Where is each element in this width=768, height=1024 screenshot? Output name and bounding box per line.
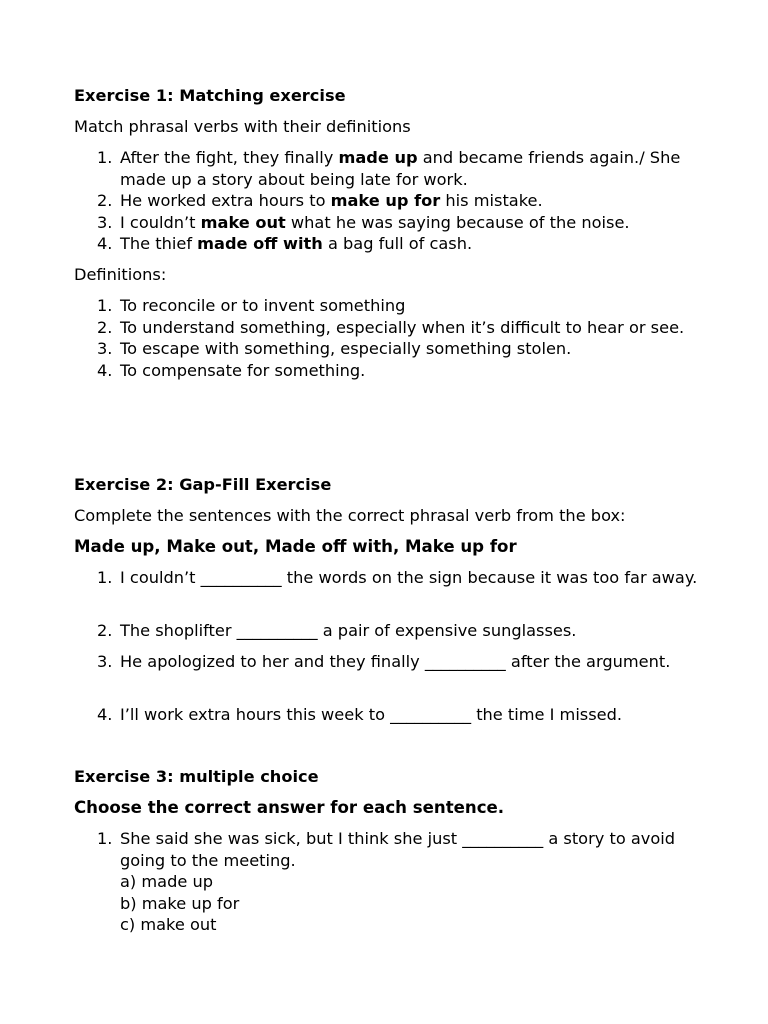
item-number: 2. (97, 317, 113, 337)
gap-fill-item-3 (74, 651, 708, 673)
list-item (74, 338, 708, 360)
sentence-text: The thief (120, 234, 198, 253)
list-item (74, 190, 708, 212)
list-item (74, 317, 708, 339)
gap-fill-sentence: I’ll work extra hours this week to __________ the time I missed. (120, 705, 623, 724)
gap-fill-item-2 (74, 620, 708, 642)
item-number: 4. (97, 234, 113, 253)
sentence-text: After the fight, they finally (120, 148, 339, 167)
sentence-text: I couldn’t (120, 212, 201, 232)
gap-fill-item-1 (74, 567, 708, 589)
answer-option-c: c) make out (120, 915, 217, 934)
sentence-text: what he was saying because of the noise. (285, 212, 630, 232)
gap-fill-sentence: He apologized to her and they finally __________ after the argument. (120, 652, 671, 671)
answer-option-b: b) make up for (120, 893, 240, 913)
item-number: 4. (97, 705, 113, 724)
list-item (74, 233, 708, 255)
phrasal-verb: made off with (197, 234, 323, 253)
item-number: 1. (97, 148, 113, 167)
question-text: She said she was sick, but I think she just __________ a story to avoid going to the meeting. (120, 829, 676, 870)
list-item (74, 360, 708, 382)
exercise-1-heading: Exercise 1: Matching exercise (74, 86, 346, 105)
phrasal-verb: make out (200, 212, 286, 232)
exercise-3-heading: Exercise 3: multiple choice (74, 767, 319, 786)
item-number: 1. (97, 829, 113, 848)
sentence-text: and became friends again./ She made up a story about being late for work. (120, 148, 681, 189)
sentence-text: He worked extra hours to (120, 191, 331, 210)
list-item (74, 704, 708, 726)
gap-fill-sentence: I couldn’t __________ the words on the sign because it was too far away. (120, 568, 698, 587)
definition-text: To understand something, especially when it’s difficult to hear or see. (120, 317, 685, 337)
item-number: 1. (97, 568, 113, 587)
gap-fill-sentence: The shoplifter __________ a pair of expensive sunglasses. (120, 621, 577, 640)
multiple-choice-question-1 (74, 828, 708, 936)
exercise-1-sentence-list (74, 147, 708, 255)
item-number: 3. (97, 339, 113, 358)
definition-text: To escape with something, especially something stolen. (120, 339, 572, 358)
list-item (74, 620, 708, 642)
definition-text: To compensate for something. (120, 360, 366, 380)
list-item (74, 295, 708, 317)
definitions-list (74, 295, 708, 381)
item-number: 2. (97, 191, 113, 210)
list-item (74, 212, 708, 234)
list-item (74, 147, 708, 190)
definition-text: To reconcile or to invent something (120, 296, 406, 315)
exercise-1-instruction: Match phrasal verbs with their definitions (74, 117, 411, 136)
gap-fill-item-4 (74, 704, 708, 726)
exercise-2-heading: Exercise 2: Gap-Fill Exercise (74, 475, 332, 494)
item-number: 3. (97, 212, 113, 232)
item-number: 4. (97, 360, 113, 380)
exercise-3-instruction: Choose the correct answer for each sentence. (74, 798, 505, 817)
item-number: 2. (97, 621, 113, 640)
list-item (74, 567, 708, 589)
item-number: 3. (97, 652, 113, 671)
word-box: Made up, Make out, Made off with, Make up for (74, 537, 517, 556)
phrasal-verb: made up (338, 148, 418, 167)
sentence-text: a bag full of cash. (322, 234, 473, 253)
list-item (74, 828, 708, 936)
exercise-2-instruction: Complete the sentences with the correct phrasal verb from the box: (74, 506, 626, 525)
answer-option-a: a) made up (120, 872, 213, 891)
phrasal-verb: make up for (330, 191, 441, 210)
definitions-label: Definitions: (74, 265, 167, 284)
item-number: 1. (97, 296, 113, 315)
sentence-text: his mistake. (440, 191, 543, 210)
list-item (74, 651, 708, 673)
